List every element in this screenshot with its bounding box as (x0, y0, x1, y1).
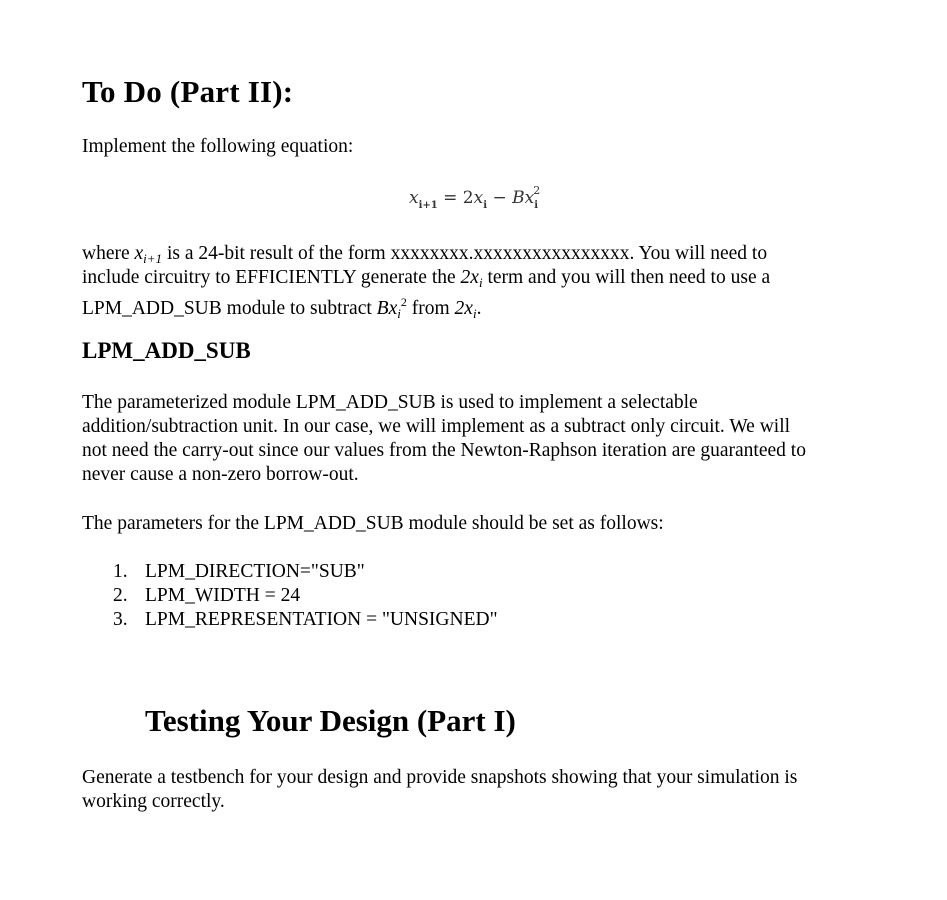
where2-prefix: include circuitry to EFFICIENTLY generate the (82, 267, 461, 288)
where3-term2-sub: i (472, 306, 477, 321)
where-prefix: where (82, 243, 135, 264)
where-line-3 (82, 290, 481, 326)
heading-testing-design: Testing Your Design (Part I) (145, 703, 516, 738)
eq-lhs-var: x (409, 188, 419, 208)
where-suffix: is a 24-bit result of the form xxxxxxxx.xxxxxxxxxxxxxxxx. You will need to (162, 243, 768, 264)
where3-prefix: LPM_ADD_SUB module to subtract (82, 298, 377, 319)
description-line: not need the carry-out since our values from the Newton-Raphson iteration are guaranteed to (82, 440, 806, 461)
eq-equals: = (443, 188, 458, 208)
param-list-item (113, 608, 498, 632)
where3-mid: from (406, 298, 455, 319)
eq-term1-var: x (473, 188, 484, 208)
param-number: 2. (113, 585, 128, 606)
description-line: The parameterized module LPM_ADD_SUB is used to implement a selectable (82, 392, 698, 413)
eq-lhs-sub: i+1 (418, 200, 438, 211)
where3-end: . (476, 298, 482, 319)
intro-text: Implement the following equation: (82, 136, 354, 157)
eq-term2-coef: B (512, 188, 525, 208)
where3-term2: 2x (454, 298, 473, 319)
eq-term2-sup: 2 (533, 184, 541, 197)
eq-term2-var: x (524, 188, 535, 208)
description-line: addition/subtraction unit. In our case, we will implement as a subtract only circuit. We will (82, 416, 791, 437)
param-number: 3. (113, 609, 128, 630)
testing-text-line: working correctly. (82, 791, 225, 812)
param-text: LPM_REPRESENTATION = "UNSIGNED" (145, 609, 498, 630)
param-list-item (113, 560, 365, 584)
description-line: never cause a non-zero borrow-out. (82, 464, 359, 485)
testing-text-line: Generate a testbench for your design and provide snapshots showing that your simulation is (82, 767, 798, 788)
where3-term: Bx (376, 298, 398, 319)
heading-todo-part-2: To Do (Part II): (82, 74, 294, 109)
param-text: LPM_DIRECTION="SUB" (145, 561, 365, 582)
where3-term-sub: i (397, 306, 401, 321)
where3-term-sup: 2 (400, 295, 407, 309)
where2-term-sub: i (478, 275, 483, 290)
eq-term1-coef: 2 (462, 188, 474, 208)
eq-minus: − (492, 188, 507, 208)
heading-lpm-add-sub: LPM_ADD_SUB (82, 338, 251, 363)
eq-term1-sub: i (483, 200, 488, 211)
param-text: LPM_WIDTH = 24 (145, 585, 301, 606)
where-var: x (134, 243, 144, 264)
param-list-item (113, 584, 300, 608)
where2-term: 2x (460, 267, 479, 288)
param-number: 1. (113, 561, 128, 582)
eq-term2-sub: i (534, 200, 538, 211)
where2-suffix: term and you will then need to use a (482, 267, 771, 288)
where-var-sub: i+1 (143, 251, 163, 266)
params-intro: The parameters for the LPM_ADD_SUB module should be set as follows: (82, 513, 664, 534)
equation (409, 184, 541, 211)
